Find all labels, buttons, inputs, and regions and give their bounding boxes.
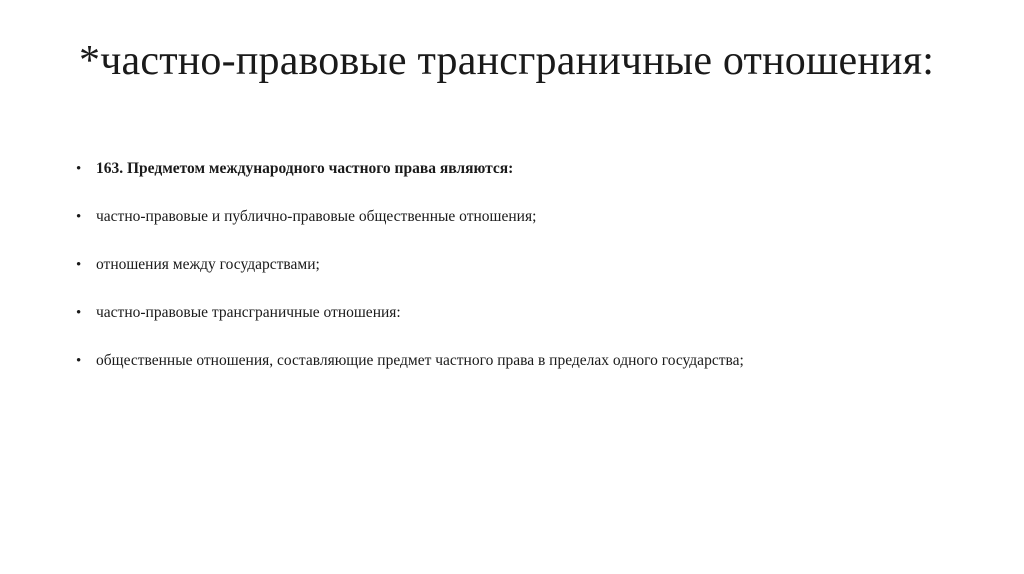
bullet-icon: • (76, 161, 82, 177)
list-item-option-4 (76, 350, 976, 398)
option-text: частно-правовые и публично-правовые общественные отношения; (96, 208, 537, 225)
list-item-option-3 (76, 302, 976, 350)
bullet-list (76, 158, 976, 398)
option-text: общественные отношения, составляющие предмет частного права в пределах одного государства; (96, 352, 744, 369)
slide-title: *частно-правовые трансграничные отношения: (79, 38, 935, 84)
list-item-question (76, 158, 976, 206)
list-item-option-1 (76, 206, 976, 254)
question-text: 163. Предметом международного частного права являются: (96, 160, 514, 177)
bullet-icon: • (76, 209, 82, 225)
option-text: частно-правовые трансграничные отношения: (96, 304, 401, 321)
bullet-icon: • (76, 353, 82, 369)
bullet-icon: • (76, 305, 82, 321)
bullet-icon: • (76, 257, 82, 273)
option-text: отношения между государствами; (96, 256, 320, 273)
list-item-option-2 (76, 254, 976, 302)
